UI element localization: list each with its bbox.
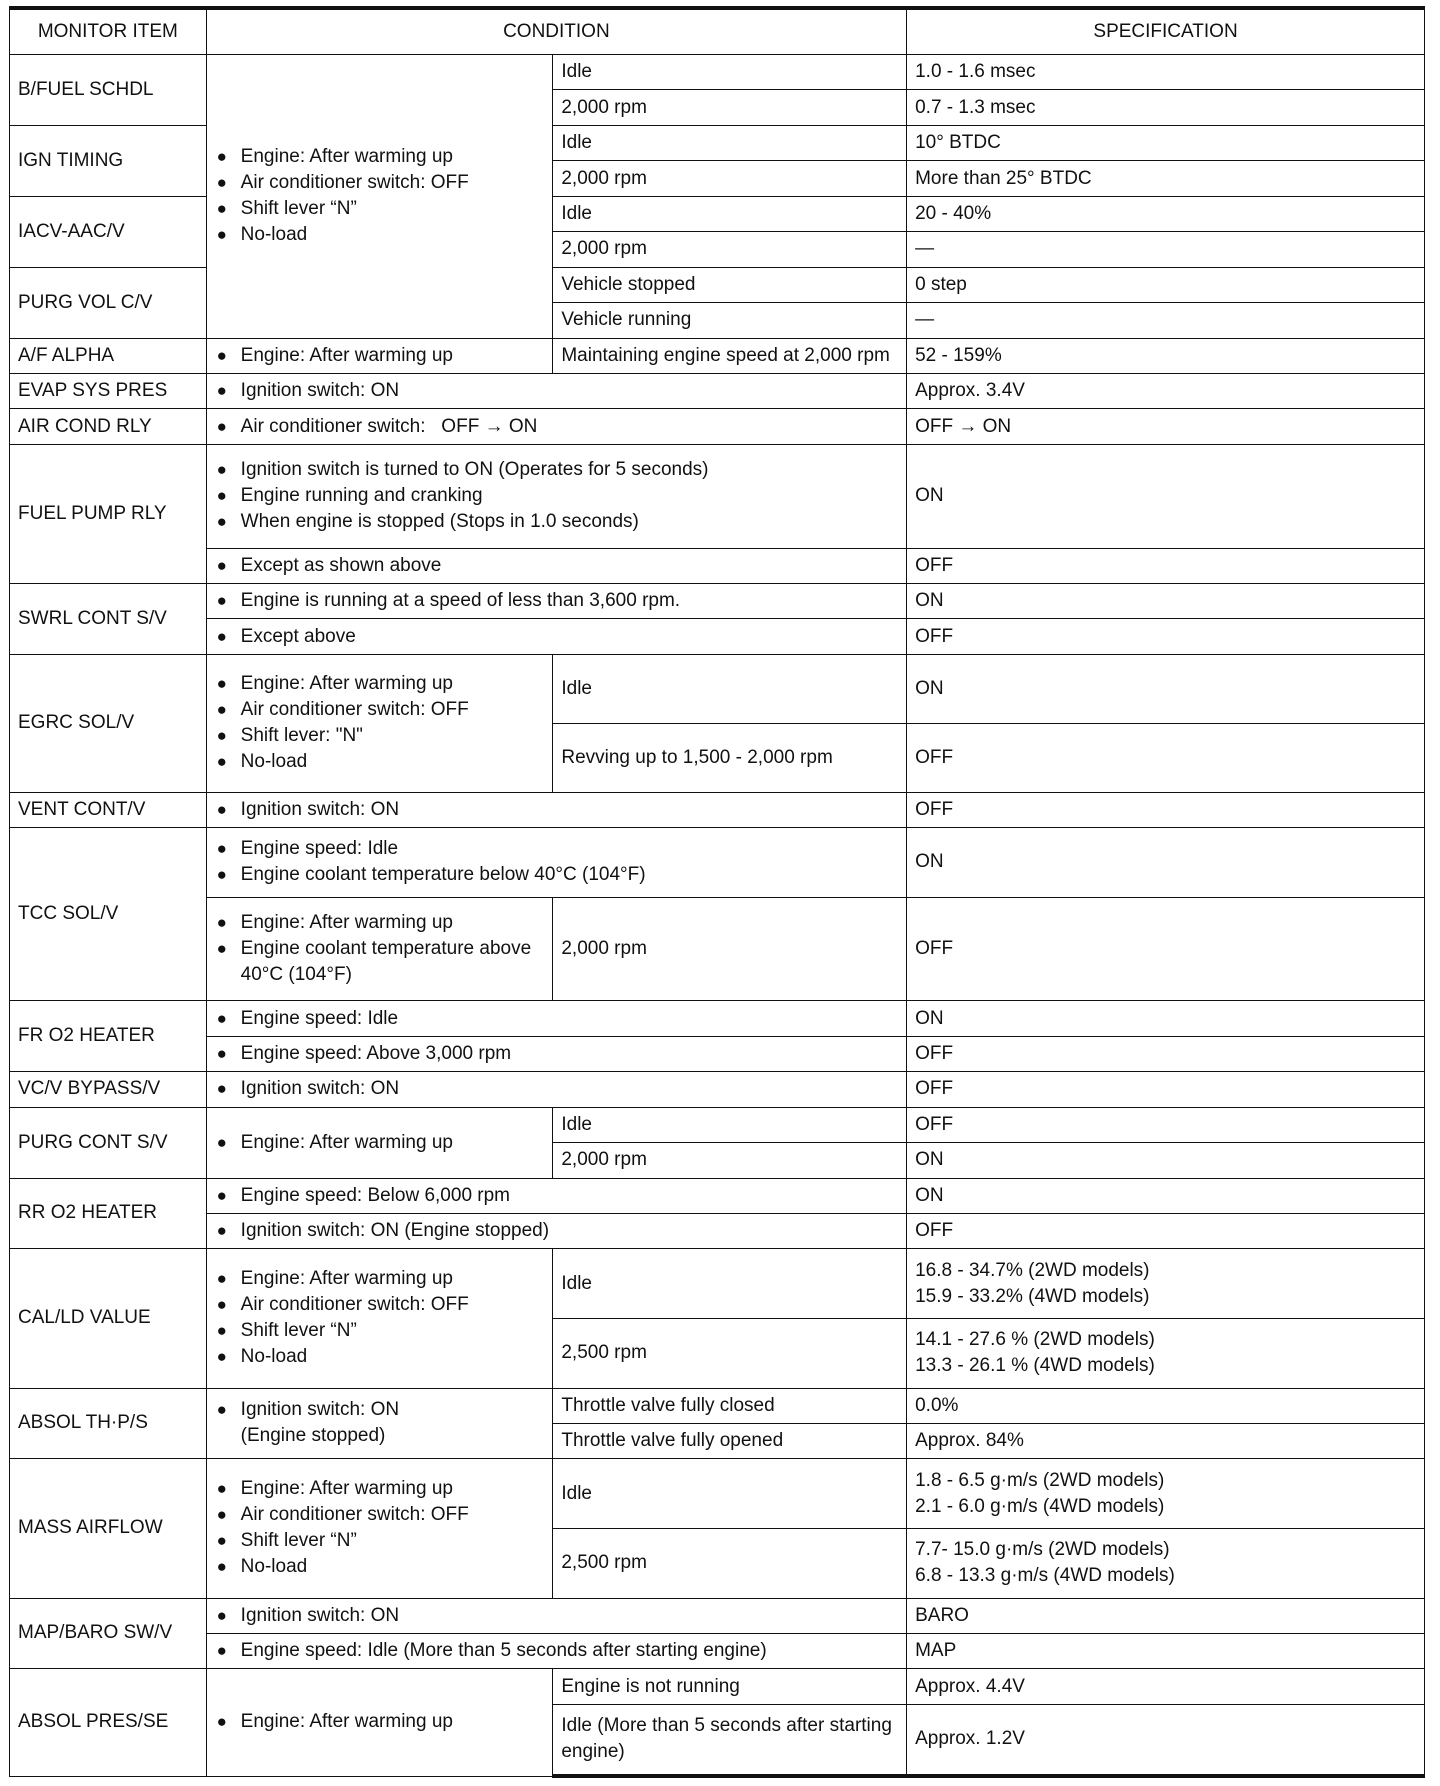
condition-bullet: ● No-load <box>215 1344 545 1370</box>
header-specification: SPECIFICATION <box>907 8 1425 55</box>
table-row <box>10 897 1425 1001</box>
table-row <box>10 828 1425 898</box>
monitor-item: MASS AIRFLOW <box>10 1459 207 1598</box>
condition-bullet: ● No-load <box>215 1554 545 1580</box>
specification: MAP <box>907 1633 1425 1668</box>
specification: BARO <box>907 1598 1425 1633</box>
condition-bullet: ● Engine: After warming up <box>215 1130 545 1156</box>
condition-bullet: ● Except above <box>215 624 898 650</box>
table-row <box>10 548 1425 583</box>
monitor-item: MAP/BARO SW/V <box>10 1598 207 1669</box>
condition-bullet: ● Engine speed: Below 6,000 rpm <box>215 1183 898 1209</box>
monitor-item: A/F ALPHA <box>10 338 207 373</box>
table-row <box>10 792 1425 827</box>
condition-cell <box>206 792 906 827</box>
sub-condition: Idle <box>553 196 907 231</box>
condition-cell <box>206 409 906 444</box>
monitor-item: TCC SOL/V <box>10 828 207 1001</box>
table-row <box>10 1072 1425 1107</box>
table-row <box>10 619 1425 654</box>
monitor-item: VC/V BYPASS/V <box>10 1072 207 1107</box>
sub-condition: Idle <box>553 1107 907 1142</box>
condition-bullet: ● Engine: After warming up <box>215 671 545 697</box>
specification: 20 - 40% <box>907 196 1425 231</box>
specification: 0.7 - 1.3 msec <box>907 90 1425 125</box>
header-condition: CONDITION <box>206 8 906 55</box>
condition-cell <box>206 1459 553 1598</box>
condition-bullet: ● Air conditioner switch: OFF <box>215 697 545 723</box>
condition-cell <box>206 1249 553 1388</box>
condition-bullet: ● Engine speed: Above 3,000 rpm <box>215 1041 898 1067</box>
table-row <box>10 654 1425 723</box>
condition-bullet: ● Engine: After warming up <box>215 1709 545 1735</box>
condition-cell <box>206 1388 553 1459</box>
monitor-item: IACV-AAC/V <box>10 196 207 267</box>
condition-bullet: ● Engine running and cranking <box>215 483 898 509</box>
specification: 7.7- 15.0 g·m/s (2WD models) 6.8 - 13.3 g·m/s (4WD models) <box>907 1528 1425 1598</box>
specification: ON <box>907 1178 1425 1213</box>
condition-cell <box>206 1107 553 1178</box>
specification: ON <box>907 654 1425 723</box>
condition-cell <box>206 654 553 792</box>
sub-condition: 2,000 rpm <box>553 90 907 125</box>
table-row <box>10 1001 1425 1036</box>
table-row <box>10 373 1425 408</box>
specification: 14.1 - 27.6 % (2WD models) 13.3 - 26.1 % (4WD models) <box>907 1318 1425 1388</box>
table-row <box>10 1107 1425 1142</box>
condition-bullet: ● Engine speed: Idle <box>215 836 898 862</box>
specification: Approx. 3.4V <box>907 373 1425 408</box>
condition-bullet: ● Except as shown above <box>215 553 898 579</box>
condition-bullet: ● Engine speed: Idle (More than 5 seconds after starting engine) <box>215 1638 898 1664</box>
specification: OFF <box>907 1036 1425 1071</box>
condition-bullet: ● Ignition switch: ON <box>215 1603 898 1629</box>
sub-condition: Idle (More than 5 seconds after starting engine) <box>553 1704 907 1776</box>
table-row <box>10 1459 1425 1529</box>
table-row <box>10 409 1425 444</box>
specification: — <box>907 303 1425 338</box>
condition-bullet: ● Air conditioner switch: OFF <box>215 1292 545 1318</box>
sub-condition: Vehicle stopped <box>553 267 907 302</box>
condition-bullet: ● Engine: After warming up <box>215 343 545 369</box>
condition-bullet: ● Ignition switch: ON <box>215 378 898 404</box>
specification: 1.0 - 1.6 msec <box>907 55 1425 90</box>
condition-bullet: ● Engine coolant temperature above 40°C (104°F) <box>215 936 545 988</box>
condition-cell <box>206 619 906 654</box>
condition-bullet: ● Engine: After warming up <box>215 1476 545 1502</box>
condition-bullet: ● Ignition switch: ON (Engine stopped) <box>215 1397 545 1449</box>
condition-bullet: ● Engine coolant temperature below 40°C (104°F) <box>215 862 898 888</box>
monitor-item: VENT CONT/V <box>10 792 207 827</box>
condition-bullet: ● Ignition switch: ON <box>215 797 898 823</box>
table-row <box>10 444 1425 548</box>
monitor-spec-table <box>9 6 1425 1778</box>
condition-bullet: ● Ignition switch: ON <box>215 1076 898 1102</box>
condition-bullet: ● Shift lever “N” <box>215 196 545 222</box>
header-monitor-item: MONITOR ITEM <box>10 8 207 55</box>
specification: OFF <box>907 897 1425 1001</box>
monitor-item: CAL/LD VALUE <box>10 1249 207 1388</box>
monitor-item: PURG VOL C/V <box>10 267 207 338</box>
monitor-item: ABSOL PRES/SE <box>10 1669 207 1776</box>
sub-condition: Idle <box>553 55 907 90</box>
monitor-item: EGRC SOL/V <box>10 654 207 792</box>
sub-condition: 2,000 rpm <box>553 232 907 267</box>
monitor-item: EVAP SYS PRES <box>10 373 207 408</box>
table-row <box>10 1213 1425 1248</box>
specification: OFF <box>907 619 1425 654</box>
condition-bullet: ● Air conditioner switch: OFF <box>215 170 545 196</box>
condition-cell <box>206 1036 906 1071</box>
condition-bullet: ● Engine: After warming up <box>215 1266 545 1292</box>
condition-cell <box>206 373 906 408</box>
sub-condition: Throttle valve fully closed <box>553 1388 907 1423</box>
table-row <box>10 1249 1425 1319</box>
sub-condition: Vehicle running <box>553 303 907 338</box>
monitor-spec-sheet <box>9 6 1425 1778</box>
sub-condition: 2,000 rpm <box>553 161 907 196</box>
specification: 1.8 - 6.5 g·m/s (2WD models) 2.1 - 6.0 g·m/s (4WD models) <box>907 1459 1425 1529</box>
condition-cell <box>206 1633 906 1668</box>
condition-cell <box>206 1178 906 1213</box>
specification: 16.8 - 34.7% (2WD models) 15.9 - 33.2% (4WD models) <box>907 1249 1425 1319</box>
specification: 0.0% <box>907 1388 1425 1423</box>
specification: ON <box>907 1143 1425 1178</box>
monitor-item: PURG CONT S/V <box>10 1107 207 1178</box>
monitor-item: B/FUEL SCHDL <box>10 55 207 126</box>
condition-cell <box>206 444 906 548</box>
condition-bullet: ● Ignition switch: ON (Engine stopped) <box>215 1218 898 1244</box>
condition-cell <box>206 1072 906 1107</box>
condition-cell <box>206 897 553 1001</box>
specification: OFF <box>907 1213 1425 1248</box>
sub-condition: Maintaining engine speed at 2,000 rpm <box>553 338 907 373</box>
monitor-item: ABSOL TH·P/S <box>10 1388 207 1459</box>
specification: 10° BTDC <box>907 125 1425 160</box>
sub-condition: Idle <box>553 1249 907 1319</box>
specification: OFF <box>907 548 1425 583</box>
specification: Approx. 4.4V <box>907 1669 1425 1704</box>
condition-bullet: ● Air conditioner switch: OFF <box>215 1502 545 1528</box>
condition-bullet: ● Engine is running at a speed of less than 3,600 rpm. <box>215 588 898 614</box>
monitor-item: FUEL PUMP RLY <box>10 444 207 583</box>
monitor-item: SWRL CONT S/V <box>10 583 207 654</box>
sub-condition: Idle <box>553 125 907 160</box>
condition-bullet: ● No-load <box>215 749 545 775</box>
specification: ON <box>907 444 1425 548</box>
specification: Approx. 1.2V <box>907 1704 1425 1776</box>
condition-bullet: ● No-load <box>215 222 545 248</box>
sub-condition: 2,500 rpm <box>553 1528 907 1598</box>
condition-bullet: ● Air conditioner switch: OFF → ON <box>215 414 898 440</box>
condition-cell <box>206 55 553 339</box>
specification: — <box>907 232 1425 267</box>
table-row <box>10 1178 1425 1213</box>
condition-cell <box>206 1598 906 1633</box>
condition-bullet: ● Shift lever “N” <box>215 1318 545 1344</box>
table-row <box>10 583 1425 618</box>
specification: OFF → ON <box>907 409 1425 444</box>
table-row <box>10 1669 1425 1704</box>
condition-bullet: ● Shift lever “N” <box>215 1528 545 1554</box>
monitor-item: RR O2 HEATER <box>10 1178 207 1249</box>
specification: OFF <box>907 1107 1425 1142</box>
sub-condition: Idle <box>553 1459 907 1529</box>
specification: Approx. 84% <box>907 1423 1425 1458</box>
sub-condition: Idle <box>553 654 907 723</box>
sub-condition: Engine is not running <box>553 1669 907 1704</box>
specification: OFF <box>907 723 1425 792</box>
specification: 0 step <box>907 267 1425 302</box>
condition-cell <box>206 1669 553 1776</box>
sub-condition: 2,000 rpm <box>553 1143 907 1178</box>
table-row <box>10 55 1425 90</box>
monitor-item: AIR COND RLY <box>10 409 207 444</box>
table-row <box>10 1036 1425 1071</box>
specification: 52 - 159% <box>907 338 1425 373</box>
condition-cell <box>206 548 906 583</box>
condition-cell <box>206 338 553 373</box>
table-row <box>10 1388 1425 1423</box>
specification: OFF <box>907 792 1425 827</box>
condition-cell <box>206 1213 906 1248</box>
specification: OFF <box>907 1072 1425 1107</box>
table-row <box>10 338 1425 373</box>
sub-condition: 2,000 rpm <box>553 897 907 1001</box>
table-row <box>10 1633 1425 1668</box>
specification: More than 25° BTDC <box>907 161 1425 196</box>
monitor-item: IGN TIMING <box>10 125 207 196</box>
condition-cell <box>206 828 906 898</box>
sub-condition: Throttle valve fully opened <box>553 1423 907 1458</box>
header-row <box>10 8 1425 55</box>
condition-cell <box>206 583 906 618</box>
monitor-item: FR O2 HEATER <box>10 1001 207 1072</box>
condition-bullet: ● Engine: After warming up <box>215 910 545 936</box>
sub-condition: 2,500 rpm <box>553 1318 907 1388</box>
specification: ON <box>907 1001 1425 1036</box>
specification: ON <box>907 583 1425 618</box>
condition-bullet: ● When engine is stopped (Stops in 1.0 seconds) <box>215 509 898 535</box>
condition-bullet: ● Ignition switch is turned to ON (Operates for 5 seconds) <box>215 457 898 483</box>
condition-cell <box>206 1001 906 1036</box>
sub-condition: Revving up to 1,500 - 2,000 rpm <box>553 723 907 792</box>
condition-bullet: ● Shift lever: "N" <box>215 723 545 749</box>
table-row <box>10 1598 1425 1633</box>
specification: ON <box>907 828 1425 898</box>
condition-bullet: ● Engine: After warming up <box>215 144 545 170</box>
condition-bullet: ● Engine speed: Idle <box>215 1006 898 1032</box>
